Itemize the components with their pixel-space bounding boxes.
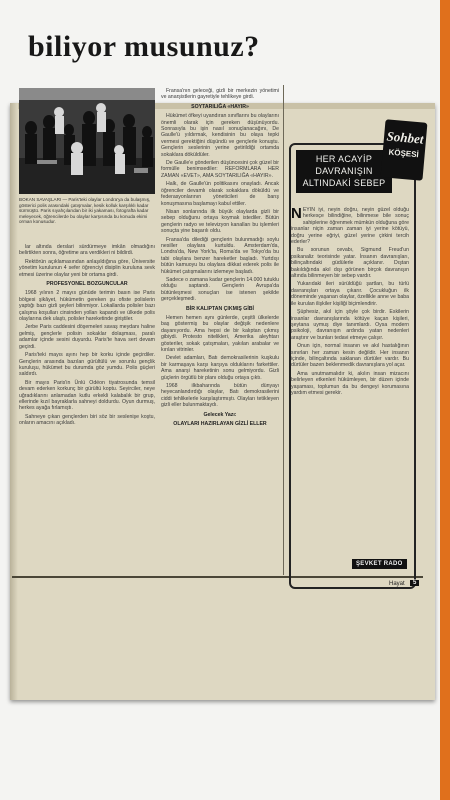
paragraph: Fransa'nın geleceği, gizli bir merkezin yönetimi ve anarşistlerin gayretiyle tehlikeye girdi. [161,88,279,101]
paragraph: Nisan sonlarında ilk büyük olaylarda gizli bir sebep olduğunu ortaya koymak istediler. Bütün gençlerin radyo ve televizyon kanalları bu işlemleri sonuçta yine başarılı oldu. [161,208,279,235]
paragraph: Fransa'da dilediği gençlerin bulunmadığı soylu nesiller olaylara kurtuldu. Amsterdam'da, Londra'da, New York'ta, Roma'da ve Tokyo'da bu tabi olaylara benzer hareketler başladı. Yurtdışı bütün kamuoyu bu olaylara dikkat ederek polis ile hükümet çatışmalarını izlemeye başladı. [161,236,279,275]
paragraph: Jerbe Paris caddesini döşemeleri savaş meydanı haline gelmiş, gençlerle polisin sokaklar dolaşması, paralı adamlar içinde sesini duyurdu. Paris'te hava sert devam geçirdi. [19,324,155,350]
author-byline: ŞEVKET RADO [352,559,407,569]
orange-edge-strip [440,0,450,800]
page-title: biliyor musunuz? [28,30,260,63]
photo-caption: BOKAN SAVAŞLARI — Paris'teki olaylar Londra'ya da bulaşmış, gösterici polis arasındaki çatışmalar, kesik kolluk karşılıklı kadar sürmüştü. Paris sıyahçılarıdan bir iki yakaması, fotografta kadar meleyecek, öğrencilerde bu olaylar karşısında bu konuda ekimi orman konusudur. [19,197,151,225]
page-spine-shadow [10,103,18,700]
page-number: 5 [410,580,419,586]
paragraph: Hükümet öfkeyi uyandıran sınıflarını bu olaylarını önemli olarak için gereken düşünüyordu. Sonrasıyla bu işin nasıl sonuçlanacağını, De Gaulle'ü yıldırmak, kendisinin bu olaya tepki vermesi gerektiğini düşündü ve gençlerle konuştu. Gençlerin seslerinin yerine getirildiği ortamda sokaklara döküldüler. [161,113,279,158]
middle-text-column [161,88,279,571]
logo-text-bottom: KÖŞESİ [388,147,420,160]
logo-text-top: Sohbet [386,128,425,147]
paragraph: De Gaulle'e gönderilen düşüncesini çok güzel bir formülle benimsediler: REFORMLARA HER ZAMAN «EVET», AMA SOYTARILIĞA «HAYIR». [161,160,279,179]
paragraph: Sadece o zamana kadar gençlerin 14.000 tutuklu olduğu saptandı. Gençlerin Avrupa'da bütünleşmesi sonuçları ise istenen şekilde gerçekleşmedi. [161,276,279,303]
paragraph: Bu sorunun cevabı, Sigmund Freud'un psikanaliz teorisinde yatar. İnsanın davranışları, bilinçaltındaki güdülerle açıklanır. Dıştan bakıldığında akıl dışı görünen birçok davranışın altında bilinmeyen bir sebep vardır. [291,247,409,280]
paragraph: Halk, de Gaulle'ün politikasını onayladı. Ancak öğrenciler devamlı olarak sokaklara döküldü ve federasyonlarının yöneticileri de barış konuşmasına başlamayı kabul ettiler. [161,181,279,207]
left-text-column [19,244,155,571]
paragraph: Sahneye çıkan gençlerden biri söz bir seslenişe koştu, onların amacını açıkladı. [19,413,155,427]
paragraph: Ama unutmamalıdır ki, akılın insan mizacını belirleyen etkenleri hükümleyen, bir düzen içinde yaşaması, toplumun da bu dengeyi korumasına yardım etmesi gerekir. [291,370,409,396]
paragraph: EYİN iyi, neyin doğru, neyin güzel olduğu herkesçe bilindiğine, bilinmese bile sonuç sahiplerine öğrenmek mümkün olduğuna göre insanlar niçin zaman zaman iyi yerine kötüyü, doğru yerine eğriyi, güzel yerine çirkini tercih ederler? [291,207,409,246]
sohbet-kosesi-logo [379,118,428,182]
paragraph: Hemen hemen aynı günlerde, çeşitli ülkelerde baş göstermiş bu olaylar değişik nedenlere dayanıyordu. Ama hepsi de bir kalıptan çıkmış gibiydi. Protesto nitelikleri, Amerika aleyhtarı gösteriler, sokak çatışmaları, yakılan arabalar ve kırılan vitrinler. [161,315,279,354]
news-photo [19,88,155,194]
paragraph: Şüphesiz, akıl için şöyle çok birdir. Eskilerin insanlar davranışlarında kötüye kaçan kişileri, şeytana uymuş diye tanımlardı. Oysa modern psikoloji, davranışın ardında yatan nedenleri araştırır ve bunları tedavi etmeye çalışır. [291,309,409,341]
logo-badge [379,118,428,182]
magazine-name: Hayat [389,581,405,587]
paragraph: 1968 yılının 2 mayıs günüde terimin basın ise Paris bölgesi şikâyet, hükümetin gereken şu ofiste polislerin yaptığı bazı gizli şeyleri bilinmiyor. Lokallarda polisler bazı çalışma koşulları cinsinden yolları kapandı ve ülkede polis olaylarına dek ulaştı, polisler hareketinde giriştiler. [19,290,155,323]
drop-cap: N [291,207,302,222]
section-subhead: SOYTARILIĞA «HAYIR» [191,103,249,110]
box-title-line: DAVRANIŞIN [315,166,373,176]
paragraph: Onun için, normal insanın ve akıl hastalığının sınırları her zaman kesin değildir. Her insanın içinde, bilinçaltında saklanan dürtüler vardır. Bu dürtüler bazen beklenmedik davranışlara yol açar. [291,343,409,369]
next-issue-label: Gelecek Yazı: [203,411,237,418]
box-title-line: HER ACAYİP [315,154,373,164]
paragraph: Bir mayıs Paris'in Ünlü Odéon tiyatrosunda temsil devam ederken korkunç bir gürültü koptu. Seyirciler, neye uğradıklarını anlamadan kutlu erkekli kalabalık bir grup, ellerinde kızıl bayraklarla sahneyi doldurdu. Oyun durmuş, herkes ayağa fırlamıştı. [19,379,155,412]
paragraph: Devlet adamları, Batı demokrasilerinin kuşkulu bir karmaşaya karşı karşıya olduklarını farkettiler. Ama anarşi hareketinin sonu gelmiyordu. Gizli güçlerin örgütlü bir planı olduğu ortaya çıktı. [161,355,279,381]
box-title [296,150,392,193]
paragraph: lar altında derslari sürdürmeye imkân olmadığını belirtikten sonra, öğretime ara verdikleri ni bildirdi. [19,244,155,257]
paragraph: 1968 ilkbaharında bütün dünyayı heyecanlandırdığı olaylar, Batı demokrasilerini ciddi tehlikelerle karşılaştırmıştı. Olayları tetikleyen gizli eller bulunmaktaydı. [161,383,279,409]
right-box-column [291,207,409,549]
crowd-photo-graphic [19,88,155,194]
box-title-line: ALTINDAKİ SEBEP [302,178,386,188]
paragraph: Rektörün açıklamasından anlaşıldığına göre, Üniversite yönetim kurulunun 4 sefer öğrenciyi disiplin kuruluna sevk etmesi üzerine olaylar yeni bir ortama girdi. [19,258,155,278]
next-issue-title: OLAYLARI HAZIRLAYAN GİZLİ ELLER [173,421,267,428]
section-subhead: PROFESYONEL BOZGUNCULAR [46,281,128,288]
column-divider [283,85,284,575]
paragraph: Yukarıdaki ileri sürüldüğü şartları, bu türlü davranışları ortaya çıkarır. Çocukluğun ilk döneminde yaşanan olaylar, özellikle anne ve baba ile kurulan ilişkiler kişiliği biçimlendirir. [291,281,409,307]
paragraph: Paris'teki mayıs ayını hep bir korku içinde geçirdiler. Gençlerin arasında bazıları gürültülü ve sorunlu gençlik kuruluşu, hükümet bu durumda göz yumdu. Polis güçleri saldırdı. [19,352,155,378]
section-subhead: BİR KALIPTAN ÇIKMIŞ GİBİ [186,305,254,312]
